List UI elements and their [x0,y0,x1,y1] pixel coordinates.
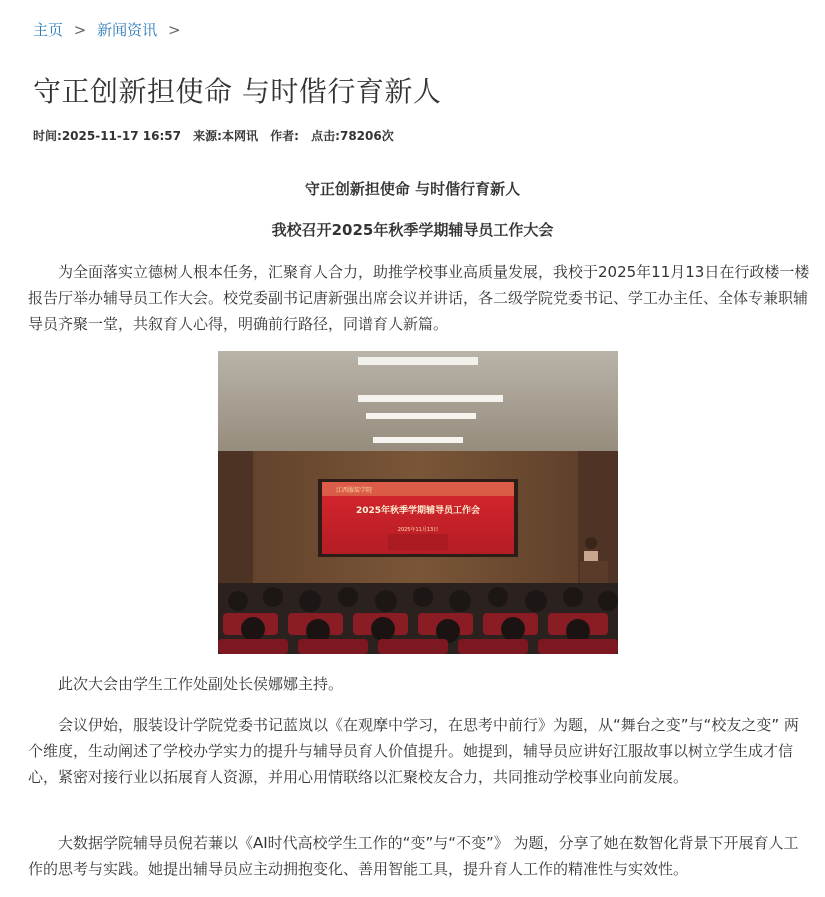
article-photo [218,351,618,654]
meta-time-value: 2025-11-17 16:57 [61,129,181,143]
meta-clicks [311,129,394,143]
article-paragraph: 大数据学院辅导员倪若蒹以《AI时代高校学生工作的“变”与“不变”》 为题，分享了她在数智化背景下开展育人工作的思考与实践。她提出辅导员应主动拥抱变化、善用智能工具，提升育人工作的精准性与实效性。 [28,834,799,878]
meta-source-label: 来源: [193,129,222,143]
article-paragraph: 会议伊始，服装设计学院党委书记蓝岚以《在观摩中学习，在思考中前行》为题，从“舞台之变”与“校友之变” 两个维度，生动阐述了学校办学实力的提升与辅导员育人价值提升。她提到，辅导员应讲好江服故事以树立学生成才信心，紧密对接行业以拓展育人资源，并用心用情联络以汇聚校友合力，共同推动学校事业向前发展。 [28,716,799,786]
article-meta [33,127,402,144]
meta-source-value: 本网讯 [221,129,258,143]
meta-clicks-value: 78206次 [339,129,394,143]
breadcrumb [33,19,187,40]
meta-author-label: 作者: [270,129,299,143]
meta-time-label: 时间: [33,129,62,143]
meta-clicks-label: 点击: [311,129,340,143]
screen-logo: 江西服装学院 [336,487,373,494]
screen-title: 2025年秋季学期辅导员工作会 [355,506,481,516]
breadcrumb-news-link[interactable]: 新闻资讯 [97,21,158,39]
page-title: 守正创新担使命 与时偕行育新人 [33,75,442,108]
meta-time [33,129,181,143]
article-subtitle: 守正创新担使命 与时偕行育新人 [304,180,521,198]
breadcrumb-home-link[interactable]: 主页 [33,21,64,39]
article-subheading: 我校召开2025年秋季学期辅导员工作大会 [271,221,554,239]
breadcrumb-separator: > [167,21,181,39]
screen-date: 2025年11月13日 [397,527,439,533]
article-paragraph: 为全面落实立德树人根本任务，汇聚育人合力，助推学校事业高质量发展，我校于2025年11月13日在行政楼一楼报告厅举办辅导员工作大会。校党委副书记唐新强出席会议并讲话，各二级学院党委书记、学工办主任、全体专兼职辅导员齐聚一堂，共叙育人心得，明确前行路径，同谱育人新篇。 [28,263,810,333]
article-paragraph: 此次大会由学生工作处副处长侯娜娜主持。 [58,675,344,693]
breadcrumb-separator: > [73,21,87,39]
meta-source [193,129,258,143]
meta-author [270,129,299,143]
